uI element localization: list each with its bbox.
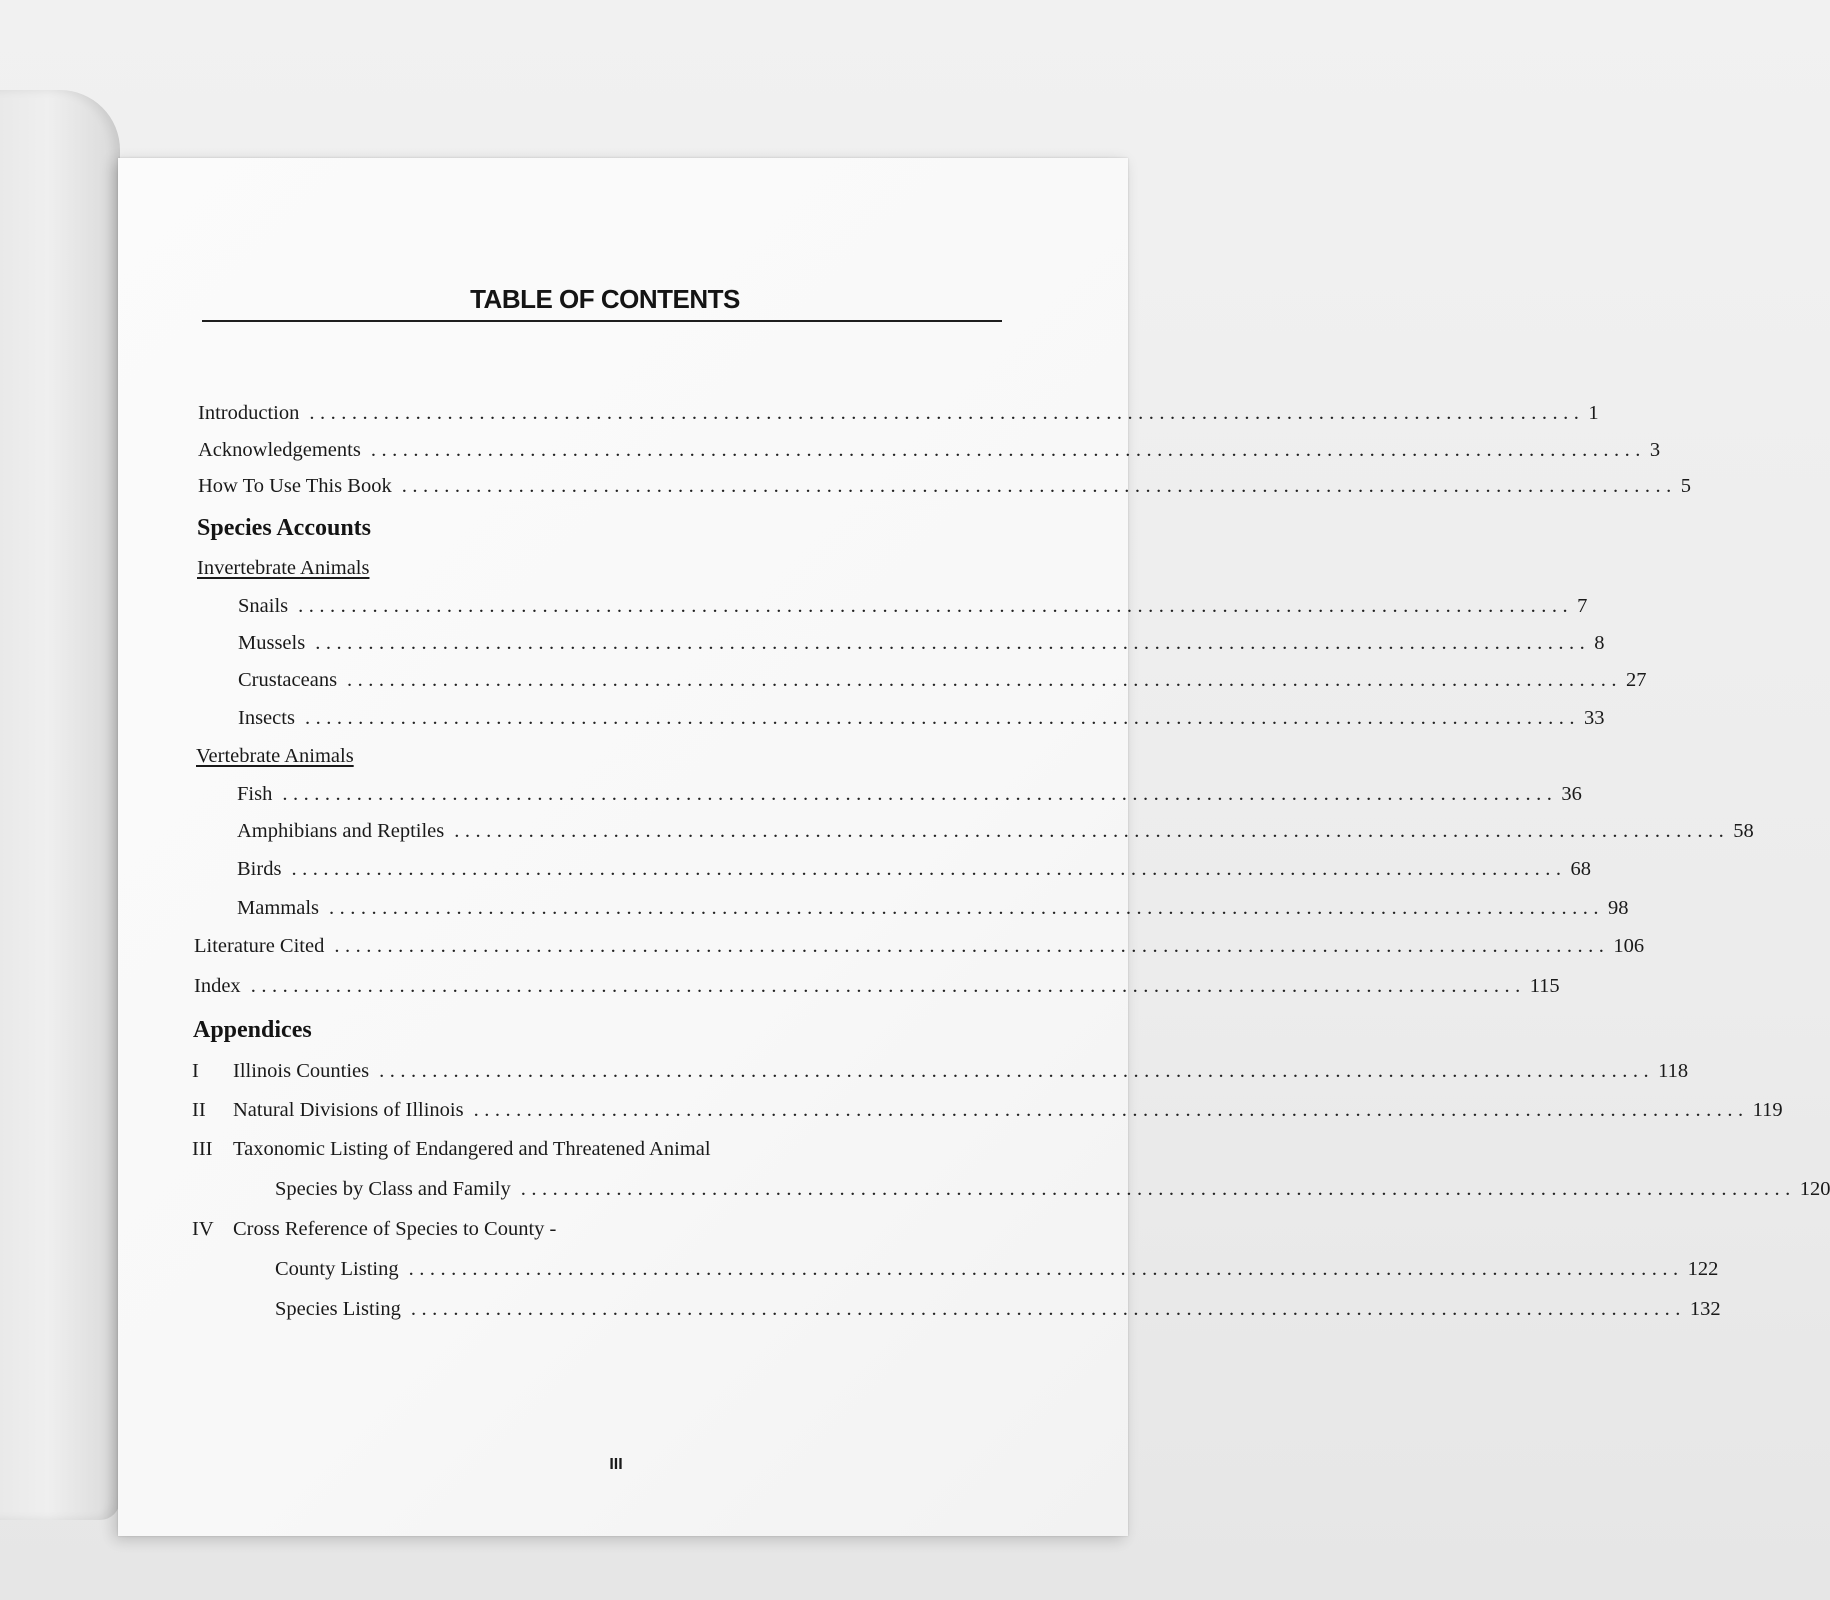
toc-entry-birds[interactable] [237,858,1591,881]
dot-leader: ........................................................................................................................ [410,1298,1686,1320]
title-rule [202,320,1002,322]
dot-leader: ........................................................................................................................ [370,439,1646,461]
toc-entry-page: 27 [1626,669,1647,691]
toc-entry-appendix-iii-continuation[interactable] [275,1178,1830,1201]
toc-entry-page: 3 [1649,439,1661,461]
toc-entry-page: 115 [1529,975,1560,997]
toc-entry-acknowledgements[interactable] [198,439,1661,462]
toc-entry-label: Crustaceans [238,669,338,691]
page-number: III [609,1456,623,1473]
toc-entry-page: 36 [1561,783,1582,805]
toc-entry-page: 58 [1733,820,1754,842]
toc-entry-label: Birds [237,858,282,880]
toc-entry-page: 98 [1608,897,1629,919]
toc-entry-page: 132 [1689,1298,1721,1320]
section-heading-appendices: Appendices [193,1017,312,1043]
toc-entry-label: Literature Cited [194,935,325,957]
toc-entry-literature-cited[interactable] [194,935,1645,958]
toc-entry-label: Species Listing [275,1298,401,1320]
toc-entry-snails[interactable] [238,595,1588,618]
toc-entry-insects[interactable] [238,707,1605,730]
page-title: TABLE OF CONTENTS [470,284,740,314]
dot-leader: ........................................................................................................................ [347,669,1623,691]
toc-entry-label: Acknowledgements [198,439,361,461]
toc-entry-index[interactable] [194,975,1560,998]
toc-entry-page: 5 [1680,475,1691,497]
toc-entry-page: 120 [1799,1178,1830,1200]
toc-entry-page: 118 [1658,1060,1689,1082]
toc-entry-label: Introduction [198,402,300,424]
appendix-numeral: III [192,1138,213,1160]
toc-entry-label: Amphibians and Reptiles [237,820,445,842]
toc-entry-label: Mammals [237,897,319,919]
toc-entry-amphibians-reptiles[interactable] [237,820,1754,843]
dot-leader: ........................................................................................................................ [454,820,1730,842]
toc-entry-introduction[interactable] [198,402,1599,425]
toc-entry-label: Species by Class and Family [275,1178,511,1200]
toc-entry-page: 33 [1583,707,1605,729]
toc-entry-how-to-use[interactable] [198,475,1691,498]
toc-entry-page: 106 [1613,935,1645,957]
subheading-vertebrates: Vertebrate Animals [196,745,354,767]
appendix-numeral: IV [192,1218,214,1240]
toc-entry-appendix-ii[interactable] [192,1099,1783,1122]
toc-entry-label: Insects [238,707,295,729]
toc-entry-label: County Listing [275,1258,399,1280]
toc-entry-species-listing[interactable] [275,1298,1721,1321]
toc-entry-appendix-iv[interactable] [192,1218,556,1241]
toc-entry-label: Cross Reference of Species to County - [233,1218,557,1240]
dot-leader: ........................................................................................................................ [304,707,1580,729]
toc-entry-page: 122 [1687,1258,1719,1280]
dot-leader: ........................................................................................................................ [329,897,1604,919]
dot-leader: ........................................................................................................................ [408,1258,1684,1280]
toc-entry-appendix-i[interactable] [192,1060,1689,1083]
dot-leader: ........................................................................................................................ [250,975,1526,997]
dot-leader: ........................................................................................................................ [401,475,1677,497]
toc-entry-label: Natural Divisions of Illinois [233,1099,464,1121]
toc-entry-label: Index [194,975,241,997]
subheading-invertebrates: Invertebrate Animals [197,557,370,579]
toc-entry-appendix-iii[interactable] [192,1138,711,1161]
toc-entry-crustaceans[interactable] [238,669,1647,692]
toc-entry-page: 7 [1577,595,1588,617]
toc-entry-label: Fish [237,783,273,805]
toc-entry-page: 8 [1594,632,1605,654]
dot-leader: ........................................................................................................................ [379,1060,1655,1082]
dot-leader: ........................................................................................................................ [315,632,1591,654]
section-heading-species-accounts: Species Accounts [197,515,371,541]
dot-leader: ........................................................................................................................ [334,935,1610,957]
toc-entry-page: 119 [1752,1099,1783,1121]
document-page [118,158,1128,1536]
toc-entry-mussels[interactable] [238,632,1605,655]
appendix-numeral: I [192,1060,199,1082]
toc-entry-label: Illinois Counties [233,1060,370,1082]
dot-leader: ........................................................................................................................ [520,1178,1796,1200]
appendix-numeral: II [192,1099,206,1121]
toc-entry-mammals[interactable] [237,897,1629,920]
toc-entry-label: Taxonomic Listing of Endangered and Threatened Animal [233,1138,711,1160]
toc-entry-page: 1 [1588,402,1599,424]
toc-entry-label: Snails [238,595,289,617]
dot-leader: ........................................................................................................................ [291,858,1567,880]
toc-entry-fish[interactable] [237,783,1582,806]
dot-leader: ........................................................................................................................ [473,1099,1749,1121]
dot-leader: ........................................................................................................................ [282,783,1558,805]
dot-leader: ........................................................................................................................ [298,595,1574,617]
toc-entry-page: 68 [1570,858,1591,880]
toc-entry-label: Mussels [238,632,306,654]
toc-entry-county-listing[interactable] [275,1258,1719,1281]
toc-entry-label: How To Use This Book [198,475,392,497]
dot-leader: ........................................................................................................................ [309,402,1585,424]
